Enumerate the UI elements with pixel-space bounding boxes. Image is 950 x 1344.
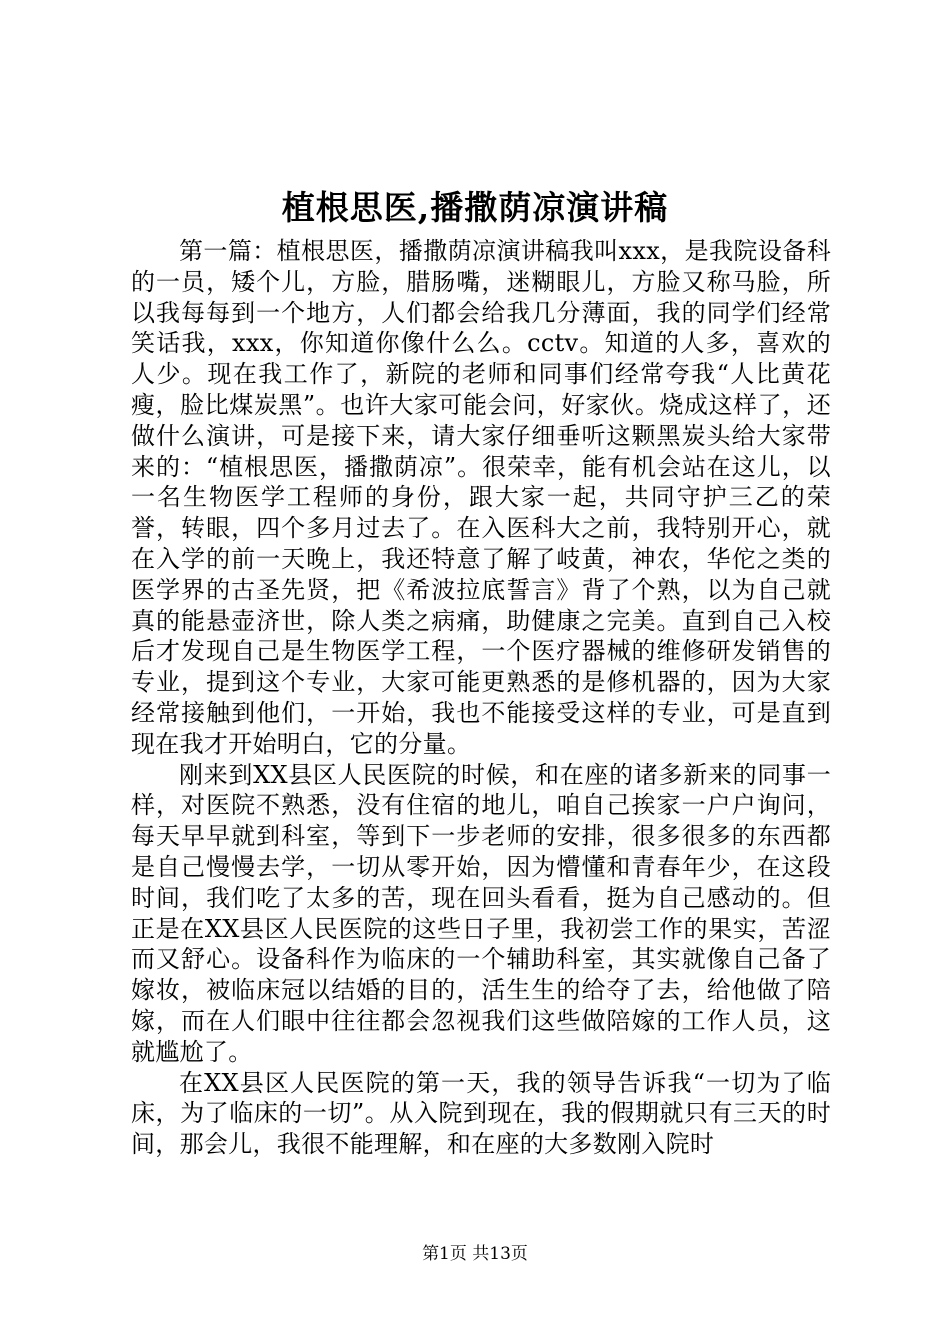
page-number-footer: 第1页 共13页 (422, 1244, 528, 1264)
document-body (131, 236, 831, 1160)
paragraph-3: 在XX县区人民医院的第一天，我的领导告诉我“一切为了临床，为了临床的一切”。从入院到现在，我的假期就只有三天的时间，那会儿，我很不能理解，和在座的大多数刚入院时 (131, 1068, 831, 1159)
paragraph-2: 刚来到XX县区人民医院的时候，和在座的诸多新来的同事一样，对医院不熟悉，没有住宿的地儿，咱自己挨家一户户询问，每天早早就到科室，等到下一步老师的安排，很多很多的东西都是自己慢慢去学，一切从零开始，因为懵懂和青春年少，在这段时间，我们吃了太多的苦，现在回头看看，挺为自己感动的。但正是在XX县区人民医院的这些日子里，我初尝工作的果实，苦涩而又舒心。设备科作为临床的一个辅助科室，其实就像自己备了嫁妆，被临床冠以结婚的目的，活生生的给夺了去，给他做了陪嫁，而在人们眼中往往都会忽视我们这些做陪嫁的工作人员，这就尴尬了。 (131, 760, 831, 1066)
paragraph-1: 第一篇：植根思医，播撒荫凉演讲稿我叫xxx，是我院设备科的一员，矮个儿，方脸，腊肠嘴，迷糊眼儿，方脸又称马脸，所以我每每到一个地方，人们都会给我几分薄面，我的同学们经常笑话我，xxx，你知道你像什么么。cctv。知道的人多，喜欢的人少。现在我工作了，新院的老师和同事们经常夸我“人比黄花瘦，脸比煤炭黑”。也许大家可能会问，好家伙。烧成这样了，还做什么演讲，可是接下来，请大家仔细垂听这颗黑炭头给大家带来的：“植根思医，播撒荫凉”。很荣幸，能有机会站在这儿，以一名生物医学工程师的身份，跟大家一起，共同守护三乙的荣誉，转眼，四个多月过去了。在入医科大之前，我特别开心，就在入学的前一天晚上，我还特意了解了岐黄，神农，华佗之类的医学界的古圣先贤，把《希波拉底誓言》背了个熟，以为自己就真的能悬壶济世，除人类之病痛，助健康之完美。直到自己入校后才发现自己是生物医学工程，一个医疗器械的维修研发销售的专业，提到这个专业，大家可能更熟悉的是修机器的，因为大家经常接触到他们，一开始，我也不能接受这样的专业，可是直到现在我才开始明白，它的分量。 (131, 237, 831, 758)
page-title: 植根思医,播撒荫凉演讲稿 (281, 188, 669, 227)
